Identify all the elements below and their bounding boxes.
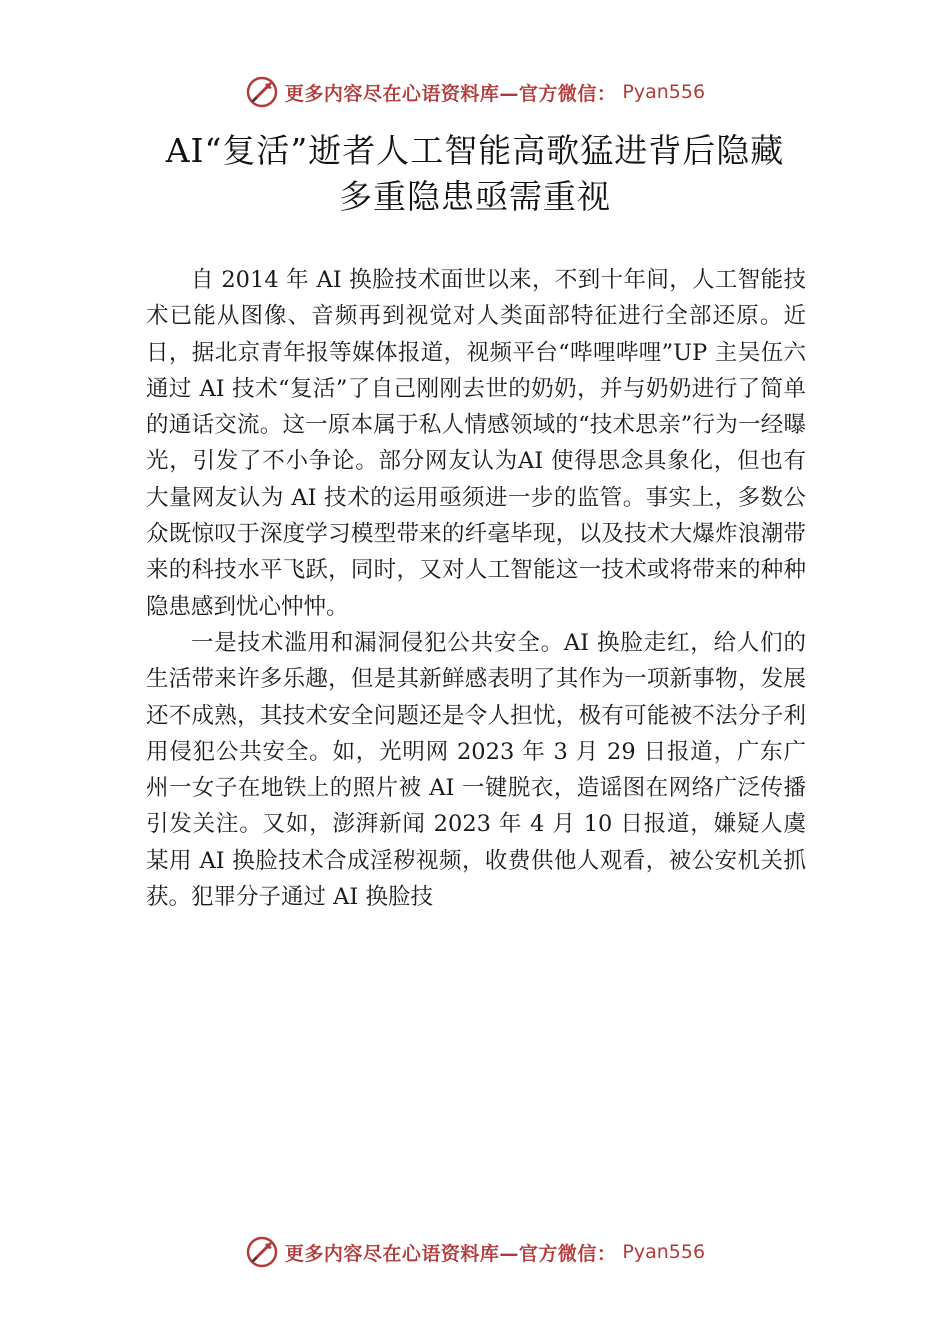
paragraph-2: 一是技术滥用和漏洞侵犯公共安全。AI 换脸走红，给人们的生活带来许多乐趣，但是其新鲜感表明了其作为一项新事物，发展还不成熟，其技术安全问题还是令人担忧，极有可能被不法分子利用侵犯公共安全。如，光明网 2023 年 3 月 29 日报道，广东广州一女子在地铁上的照片被 AI 一键脱衣，造谣图在网络广泛传播引发关注。又如，澎湃新闻 2023 年 4 月 10 日报道，嫌疑人虞某用 AI 换脸技术合成淫秽视频，收费供他人观看，被公安机关抓获。犯罪分子通过 AI 换脸技 [146,629,806,911]
title-line-2: 多重隐患亟需重视 [339,177,611,216]
paragraph-1: 自 2014 年 AI 换脸技术面世以来，不到十年间，人工智能技术已能从图像、音频再到视觉对人类面部特征进行全部还原。近日，据北京青年报等媒体报道，视频平台“哔哩哔哩”UP 主吴伍六通过 AI 技术“复活”了自己刚刚去世的奶奶，并与奶奶进行了简单的通话交流。这一原本属于私人情感领域的“技术思亲”行为一经曝光，引发了不小争论。部分网友认为AI 使得思念具象化，但也有大量网友认为 AI 技术的运用亟须进一步的监管。事实上，多数公众既惊叹于深度学习模型带来的纤毫毕现，以及技术大爆炸浪潮带来的科技水平飞跃，同时，又对人工智能这一技术或将带来的种种隐患感到忧心忡忡。 [146,267,806,620]
pen-logo-icon [245,1235,279,1269]
footer-banner [0,1228,950,1276]
header-banner-text: 更多内容尽在心语资料库—官方微信： [284,82,617,105]
document-title [120,128,830,220]
header-wechat-id: Pyan556 [622,81,706,103]
document-body [146,262,806,915]
footer-wechat-id: Pyan556 [622,1241,706,1263]
pen-logo-icon [245,75,279,109]
title-line-1: AI“复活”逝者人工智能高歌猛进背后隐藏 [165,131,785,170]
header-banner [0,68,950,116]
footer-banner-text: 更多内容尽在心语资料库—官方微信： [284,1242,617,1265]
